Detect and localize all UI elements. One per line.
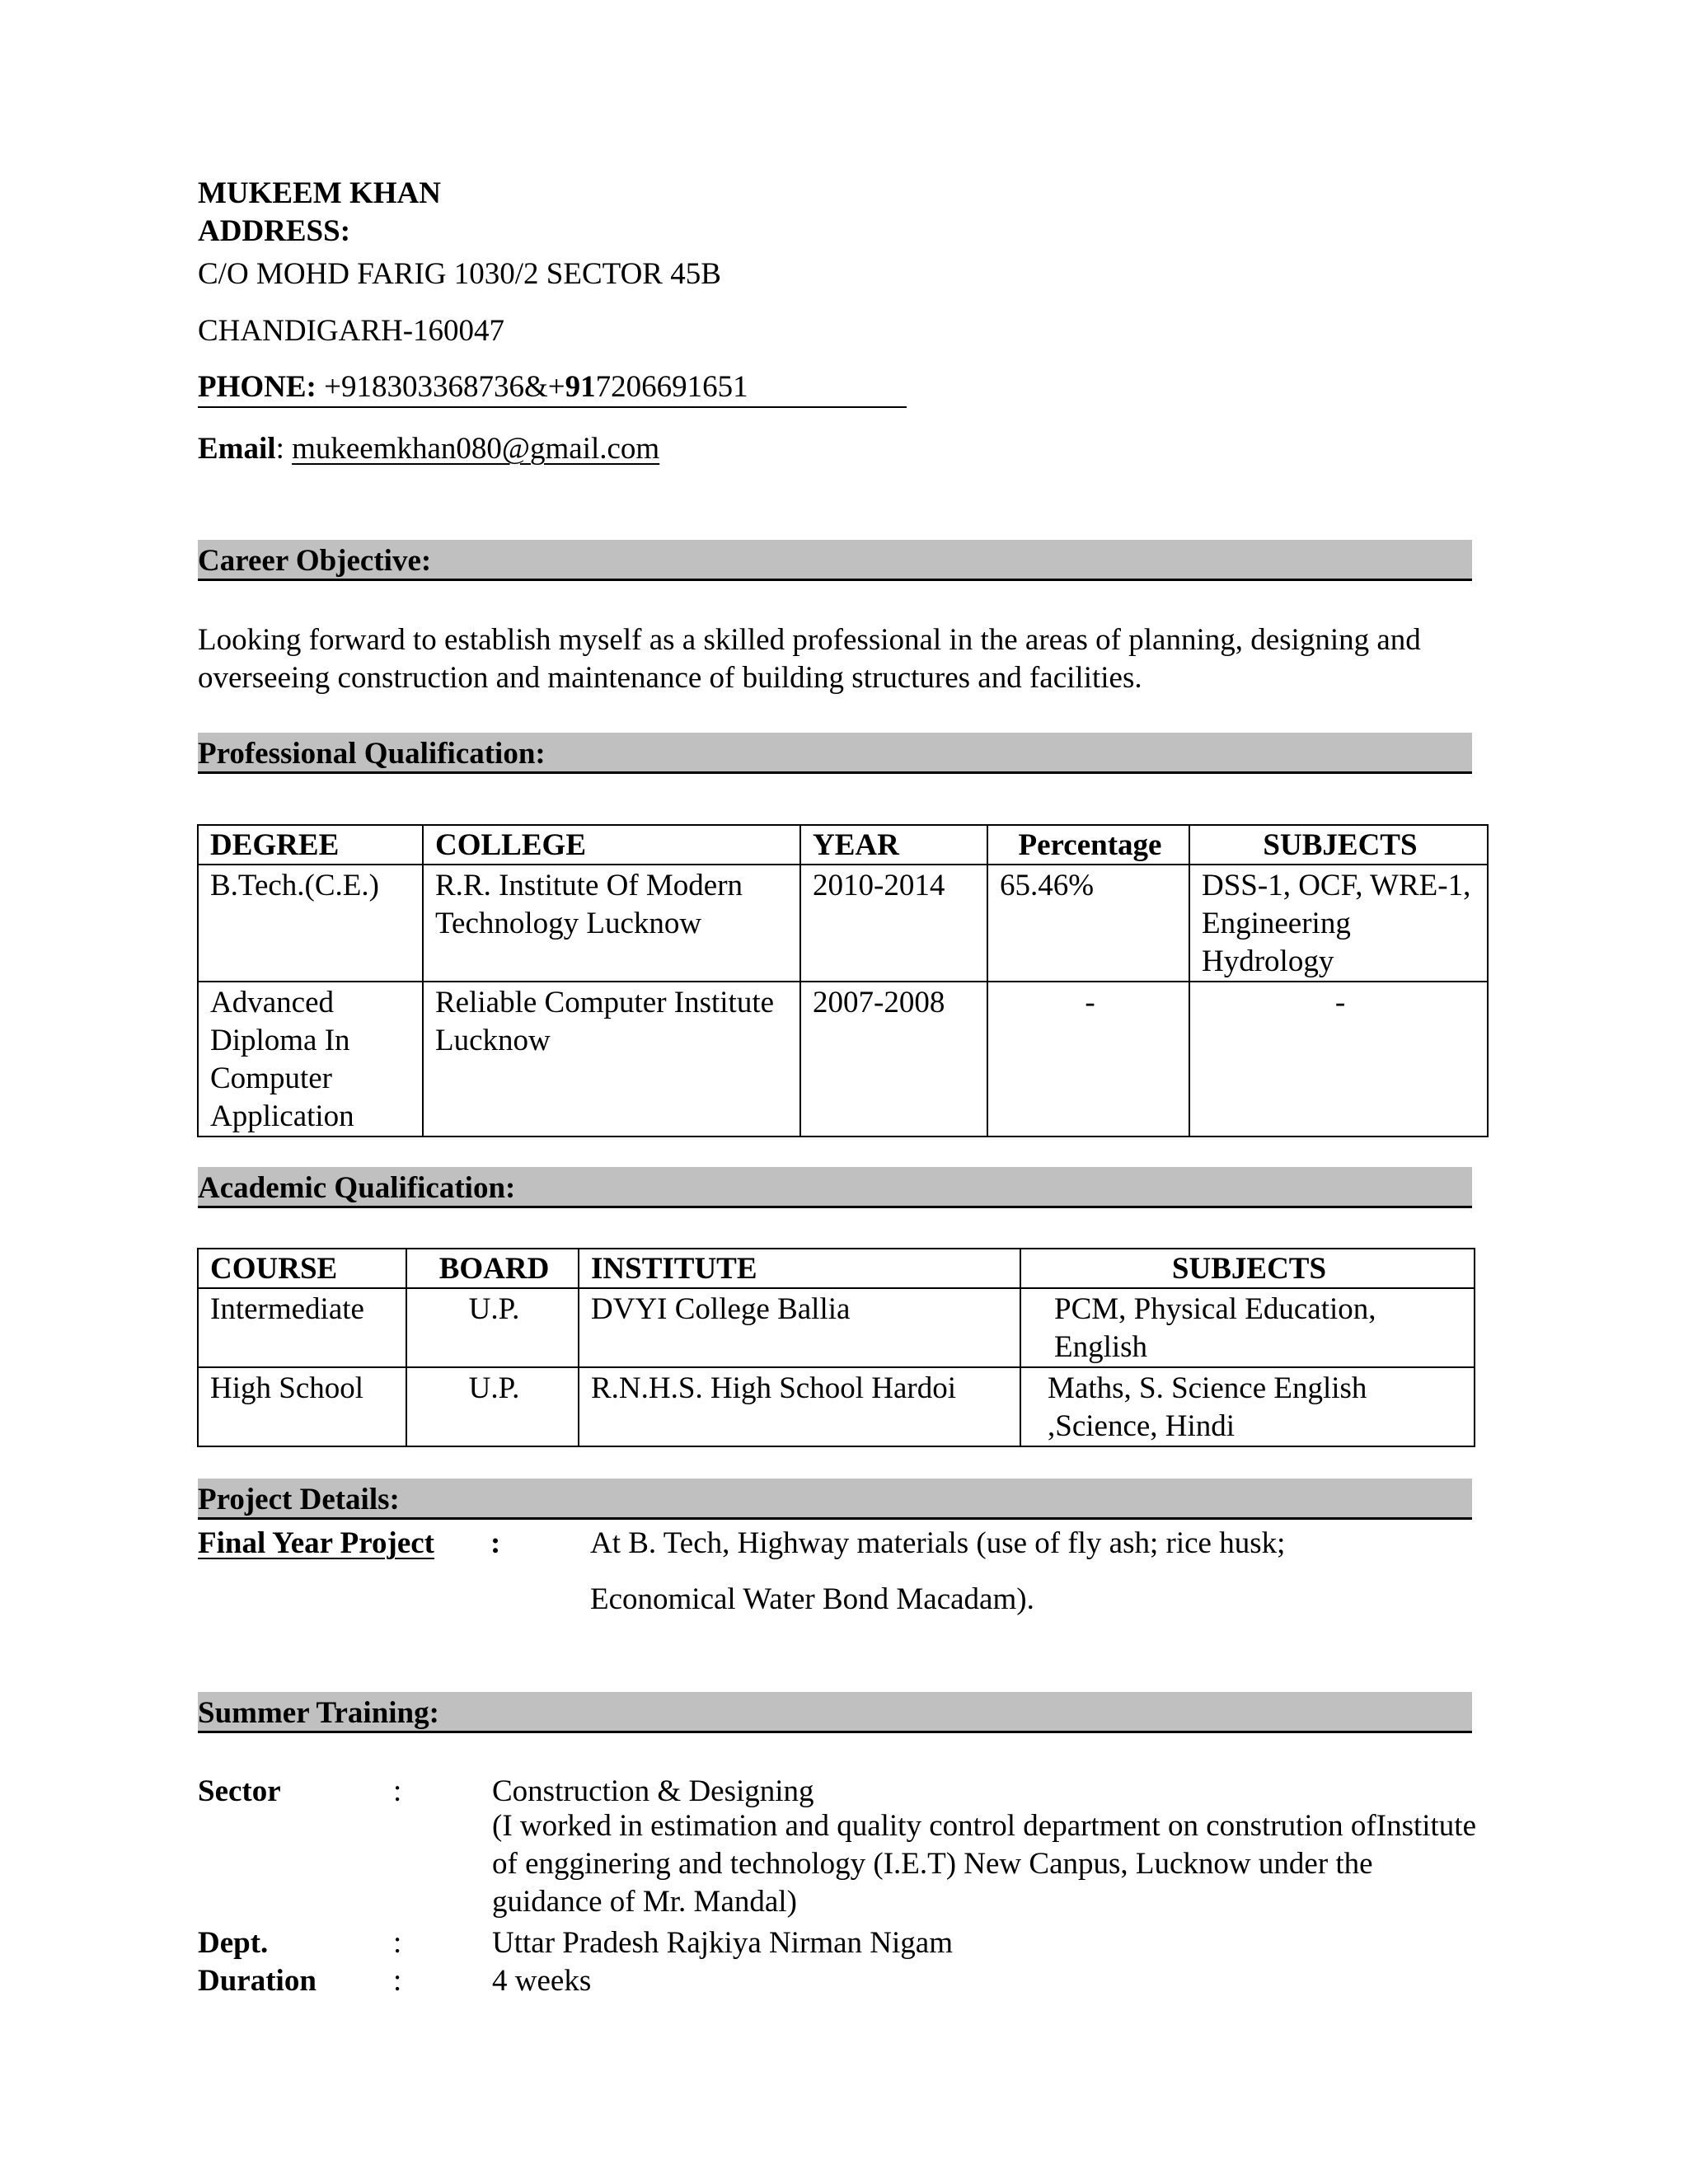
board-cell: U.P. [406, 1367, 579, 1446]
table-row [198, 1367, 1475, 1446]
header-degree: DEGREE [198, 825, 423, 865]
institute-cell: DVYI College Ballia [579, 1288, 1020, 1367]
degree-cell: Advanced Diploma In Computer Application [198, 982, 423, 1137]
institute-cell: R.N.H.S. High School Hardoi [579, 1367, 1020, 1446]
header-college: COLLEGE [423, 825, 800, 865]
board-cell: U.P. [406, 1288, 579, 1367]
career-objective-text: Looking forward to establish myself as a skilled professional in the areas of planning, designing and overseeing construction and maintenance of building structures and facilities. [198, 623, 1421, 695]
percentage-cell: - [987, 982, 1189, 1137]
dept-label: Dept. [198, 1926, 269, 1960]
course-cell: Intermediate [198, 1288, 406, 1367]
project-details-header [198, 1479, 1472, 1520]
sector-label: Sector [198, 1774, 281, 1808]
percentage-cell: 65.46% [987, 865, 1189, 982]
professional-qualification-title: Professional Qualification: [198, 737, 546, 771]
final-year-project-label: Final Year Project [198, 1526, 435, 1560]
professional-qualification-table [197, 824, 1489, 1137]
phone-number-2: 7206691651 [595, 370, 748, 404]
academic-qualification-table [197, 1248, 1475, 1447]
duration-colon: : [393, 1964, 402, 1998]
email-link[interactable]: mukeemkhan080@gmail.com [292, 432, 660, 466]
table-header-row [198, 825, 1488, 865]
phone-number-1: +918303368736&+ [316, 370, 565, 404]
college-cell: Reliable Computer Institute Lucknow [423, 982, 800, 1137]
dept-colon: : [393, 1926, 402, 1960]
college-cell: R.R. Institute Of Modern Technology Lucknow [423, 865, 800, 982]
year-cell: 2010-2014 [800, 865, 987, 982]
summer-training-title: Summer Training: [198, 1696, 439, 1730]
sector-value: Construction & Designing [492, 1774, 814, 1808]
career-objective-header [198, 540, 1472, 581]
address-line-2: CHANDIGARH-160047 [198, 314, 505, 348]
phone-label: PHONE: [198, 370, 316, 404]
project-details-title: Project Details: [198, 1483, 400, 1516]
subjects-cell: - [1189, 982, 1488, 1137]
subjects-cell: DSS-1, OCF, WRE-1, Engineering Hydrology [1189, 865, 1488, 982]
summer-training-header [198, 1692, 1472, 1733]
phone-line [198, 372, 748, 402]
duration-value: 4 weeks [492, 1964, 592, 1998]
address-label: ADDRESS: [198, 214, 351, 248]
project-description-line-1: At B. Tech, Highway materials (use of fly ash; rice husk; [590, 1526, 1286, 1560]
header-subjects: SUBJECTS [1020, 1249, 1475, 1288]
degree-cell: B.Tech.(C.E.) [198, 865, 423, 982]
subjects-cell: PCM, Physical Education, English [1020, 1288, 1475, 1367]
email-separator: : [275, 432, 293, 466]
table-row [198, 1288, 1475, 1367]
academic-qualification-title: Academic Qualification: [198, 1171, 516, 1205]
project-description-line-2: Economical Water Bond Macadam). [590, 1582, 1034, 1616]
career-objective-title: Career Objective: [198, 544, 432, 578]
table-header-row [198, 1249, 1475, 1288]
table-row [198, 982, 1488, 1137]
duration-label: Duration [198, 1964, 316, 1998]
header-percentage: Percentage [987, 825, 1189, 865]
header-year: YEAR [800, 825, 987, 865]
subjects-cell: Maths, S. Science English ,Science, Hindi [1020, 1367, 1475, 1446]
sector-note: (I worked in estimation and quality control department on constrution ofInstitute of engginering and technology (I.E.T) New Canpus, Lucknow under the guidance of Mr. Mandal) [492, 1809, 1477, 1919]
sector-colon: : [393, 1774, 402, 1808]
email-line [198, 434, 659, 464]
project-colon: : [490, 1526, 501, 1560]
email-label: Email [198, 432, 276, 466]
header-subjects: SUBJECTS [1189, 825, 1488, 865]
dept-value: Uttar Pradesh Rajkiya Nirman Nigam [492, 1926, 953, 1960]
course-cell: High School [198, 1367, 406, 1446]
applicant-name: MUKEEM KHAN [198, 176, 441, 210]
academic-qualification-header [198, 1167, 1472, 1208]
header-institute: INSTITUTE [579, 1249, 1020, 1288]
professional-qualification-header [198, 733, 1472, 774]
address-line-1: C/O MOHD FARIG 1030/2 SECTOR 45B [198, 257, 721, 291]
phone-underline [198, 406, 907, 408]
phone-country-code: 91 [565, 370, 596, 404]
header-board: BOARD [406, 1249, 579, 1288]
table-row [198, 865, 1488, 982]
header-course: COURSE [198, 1249, 406, 1288]
year-cell: 2007-2008 [800, 982, 987, 1137]
